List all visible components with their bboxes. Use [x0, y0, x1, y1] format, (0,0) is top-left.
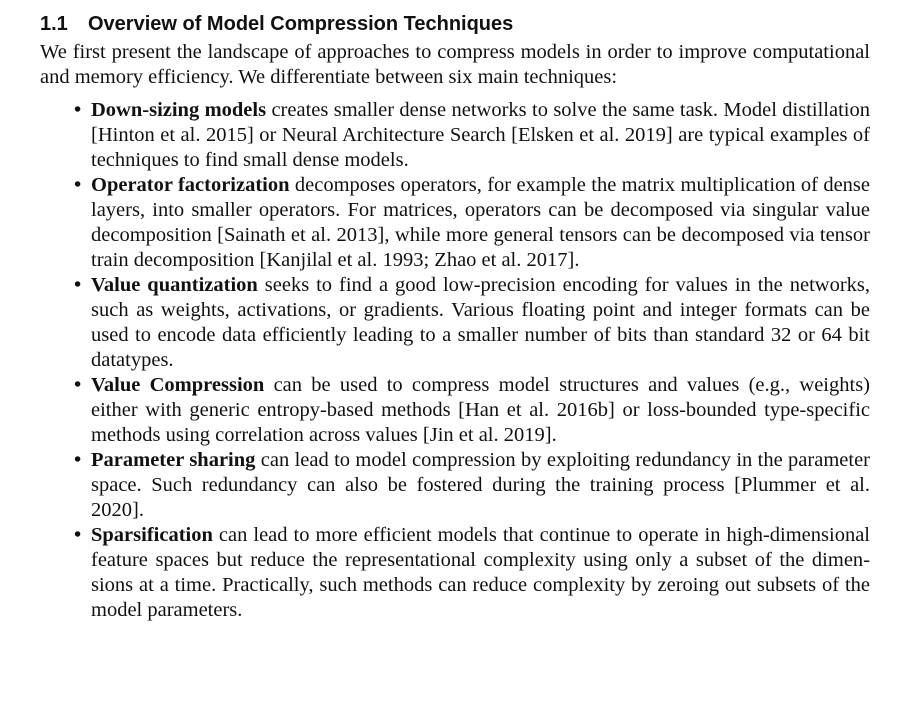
technique-term: Value Compression [91, 374, 265, 396]
technique-term: Value quantization [91, 274, 258, 296]
technique-term: Sparsification [91, 524, 213, 546]
technique-description: decomposes operators, for example the matrix multiplication of dense layers, into smaller operators. For matrices, operators can be decomposed via singular value decomposition [Sainath et al. 2013], while more general tensors can be decomposed via tensor train decomposition [Kanjilal et al. 1993; Zhao et al. 2017]. [91, 174, 870, 271]
technique-description: can be used to compress model structures and values (e.g., weights) either with generic entropy-based methods [Han et al. 2016b] or loss-bounded type-specific methods using correlation across values [Jin et al. 2019]. [91, 374, 870, 446]
bullet-icon: • [74, 449, 82, 471]
technique-list [40, 98, 870, 623]
technique-term: Parameter sharing [91, 449, 256, 471]
bullet-icon: • [74, 274, 82, 296]
intro-paragraph: We first present the landscape of approaches to compress models in order to improve computational and memory efficiency. We differentiate between six main techniques: [40, 41, 870, 88]
section-heading [40, 10, 870, 38]
technique-term: Operator factorization [91, 174, 290, 196]
bullet-icon: • [74, 524, 82, 546]
section-number: 1.1 [40, 13, 68, 35]
bullet-icon: • [74, 374, 82, 396]
technique-term: Down-sizing models [91, 99, 267, 121]
bullet-icon: • [74, 99, 82, 121]
technique-item-sparsification [74, 523, 871, 623]
technique-item-value-compression [74, 373, 870, 448]
paper-page [40, 10, 870, 623]
technique-description: can lead to more efficient models that continue to operate in high-dimensional feature spaces but reduce the representational complexity using only a subset of the dimensions at a time. Practically, such methods can reduce complexity by zeroing out subsets of the model parameters. [91, 524, 871, 621]
technique-item-down-sizing [74, 98, 870, 173]
section-title: Overview of Model Compression Techniques [88, 13, 514, 35]
technique-item-operator-factorization [74, 173, 870, 273]
bullet-icon: • [74, 174, 82, 196]
technique-item-value-quantization [74, 273, 870, 373]
technique-item-parameter-sharing [74, 448, 870, 523]
technique-description: seeks to find a good low-precision encoding for values in the networks, such as weights, activations, or gradients. Various floating point and integer formats can be used to encode data efficiently leading to a smaller number of bits than standard 32 or 64 bit datatypes. [91, 274, 870, 371]
technique-description: creates smaller dense networks to solve the same task. Model distillation [Hinton et al. 2015] or Neural Architecture Search [Elsken et al. 2019] are typical examples of techniques to find small dense models. [91, 99, 870, 171]
technique-description: can lead to model compression by exploiting redundancy in the parameter space. Such redundancy can also be fostered during the training process [Plummer et al. 2020]. [91, 449, 870, 521]
